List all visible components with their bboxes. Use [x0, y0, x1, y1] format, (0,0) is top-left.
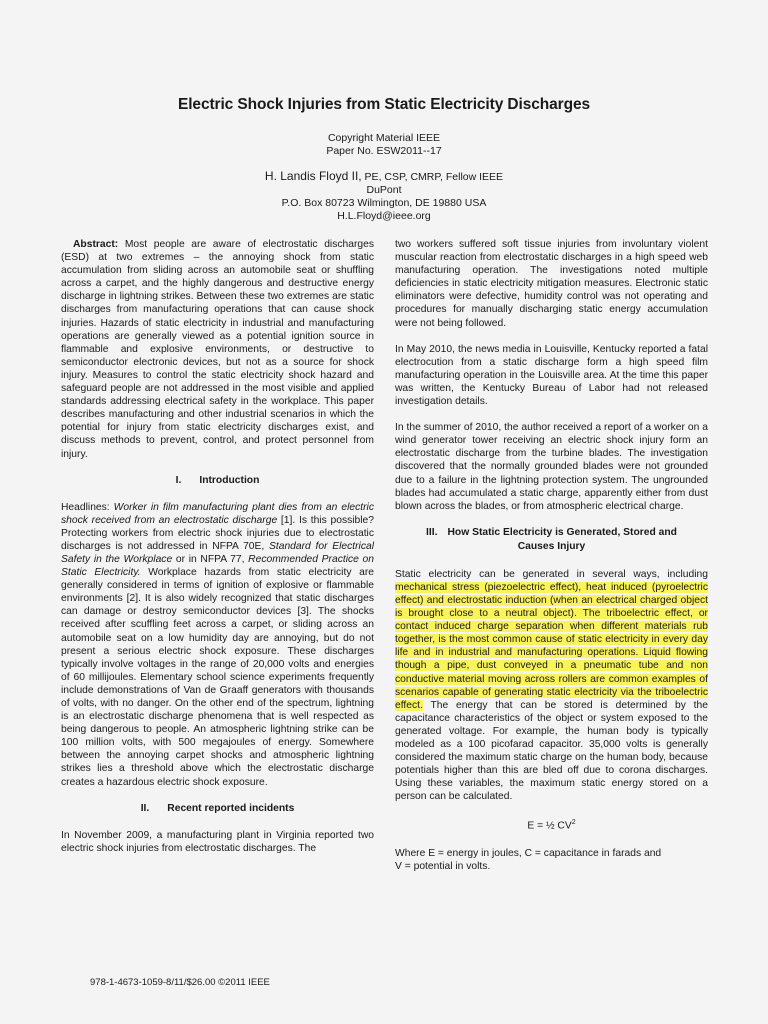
paper-title: Electric Shock Injuries from Static Electricity Discharges	[177, 96, 590, 113]
author-organization: DuPont	[366, 184, 402, 196]
equation-legend	[395, 847, 708, 873]
section-heading-incidents	[61, 802, 374, 816]
equation-legend-line-1: Where E = energy in joules, C = capacitance in farads and	[395, 847, 662, 859]
paper-number: Paper No. ESW2011--17	[326, 145, 442, 157]
intro-text: or in NFPA 77,	[172, 553, 249, 565]
section-title-line-2: Causes Injury	[517, 540, 586, 552]
equation-legend-line-2: V = potential in volts.	[395, 861, 491, 873]
author-line	[0, 169, 768, 184]
section-title-line-1: How Static Electricity is Generated, Stored and	[447, 526, 677, 538]
intro-text: [1]. Is this possible? Protecting workers from electric shock injuries due to electrostatic discharges is not addressed in NFPA 70E,	[61, 514, 374, 552]
section-title: Recent reported incidents	[167, 802, 295, 814]
page-footer: 978-1-4673-1059-8/11/$26.00 ©2011 IEEE	[90, 977, 270, 988]
generation-text: Static electricity can be generated in several ways, including	[395, 568, 708, 580]
incidents-paragraph-wind: In the summer of 2010, the author received a report of a worker on a wind generator tower receiving an electric shock injury form an electrostatic discharge from the turbine blades. The investigation discovered that the normally grounded blades were not grounded due to a failure in the lightning protection system. The ungrounded blades had accumulated a static charge, apparently either from dust blown across the blades, or from atmospheric electrical charge.	[395, 422, 708, 512]
abstract-paragraph	[61, 238, 374, 461]
equation-exponent: 2	[571, 819, 576, 827]
section-number: III.	[426, 526, 438, 538]
section-title: Introduction	[199, 474, 260, 486]
intro-text: Headlines:	[61, 501, 114, 513]
intro-headline: Worker in film manufacturing plant dies from an electric shock received from an electrostatic discharge	[61, 501, 374, 526]
section-number: II.	[140, 802, 150, 814]
incidents-paragraph-louisville: In May 2010, the news media in Louisville, Kentucky reported a fatal electrocution from a static discharge form a high speed film manufacturing operation in the Louisville area. At the time this paper was written, the Kentucky Bureau of Labor had not released investigation details.	[395, 343, 708, 408]
energy-equation	[395, 816, 708, 833]
abstract-text: Most people are aware of electrostatic discharges (ESD) at two extremes – the annoying shock from static accumulation from sliding across an automobile seat or shuffling across a carpet, and the highly dangerous and destructive energy discharge in lightning strikes. Between these two extremes are static discharges from manufacturing operations that can cause shock injuries. Hazards of static electricity in industrial and manufacturing operations are generally viewed as a potential ignition source in flammable and explosive environments, or destructive to semiconductor electronic devices, but not as a source for shock injury. Measures to control the static electricity shock hazard and safeguard people are not addressed in the most visible and applied standards addressing electrical safety in the workplace. This paper describes manufacturing and other industrial scenarios in which the potential for injury from static electricity discharges exist, and discuss methods to prevent, control, and protect personnel from injury.	[61, 239, 374, 460]
intro-paragraph	[61, 501, 374, 789]
intro-standard-title: Standard for Electrical Safety in the Workplace	[61, 540, 374, 565]
incidents-paragraph-continued: two workers suffered soft tissue injuries from involuntary violent muscular reaction from electrostatic discharges in a high speed web manufacturing operation. The investigations noted multiple deficiencies in static electricity mitigation measures. Electronic static eliminators were defective, humidity control was not operating and procedures for manually discharging static energy accumulation were not being followed.	[395, 239, 708, 329]
author-email[interactable]: H.L.Floyd@ieee.org	[337, 210, 431, 222]
generation-text: The energy that can be stored is determined by the capacitance characteristics of the object or system exposed to the generated voltage. For example, the human body is typically modeled as a 100 picofarad capacitor. 35,000 volts is generally considered the maximum static charge on the human body, because potentials higher than this are bled off due to corona discharges. Using these variables, the maximum static energy stored on a person can be calculated.	[395, 699, 708, 803]
equation-text: E = ½ CV	[527, 820, 572, 832]
intro-text: Workplace hazards from static electricity are generally considered in terms of ignition of explosive or flammable environments [2]. It is also widely recognized that static discharges can damage or destroy semiconductor devices [3]. The shocks received after scuffling feet across a carpet, or sliding across an automobile seat on a low humidity day are annoying, but do not present a serious electric shock exposure. These discharges typically involve voltages in the range of 20,000 volts and energies of 60 millijoules. Elementary school science experiments frequently include demonstrations of Van de Graaff generators with thousands of volts, with no danger. On the other end of the spectrum, lightning is an electrostatic discharge phenomena that is well respected as being dangerous to people. An atmospheric lightning strike can be 100 million volts, with 500 megajoules of energy. Somewhere between the annoying carpet shocks and atmospheric lightning strikes lies a threshold above which the electrostatic discharge creates a hazardous electric shock exposure.	[61, 567, 375, 788]
section-heading-generation	[395, 526, 708, 554]
generation-paragraph	[395, 568, 708, 804]
author-credentials: PE, CSP, CMRP, Fellow IEEE	[361, 171, 504, 183]
paper-header	[0, 96, 768, 223]
highlighted-text: mechanical stress (piezoelectric effect), heat induced (pyroelectric effect) and electrostatic induction (when an electrical charged object is brought close to a neutral object). The triboelectric effect, or contact induced charge separation when different materials rub together, is the most common cause of static electricity in every day life and in industrial and manufacturing operations. Liquid flowing though a pipe, dust conveyed in a pneumatic tube and non conductive material moving across rollers are common examples of scenarios capable of generating static electricity via the triboelectric effect.	[395, 581, 708, 711]
copyright-line: Copyright Material IEEE	[327, 132, 441, 144]
section-number: I.	[175, 474, 182, 486]
section-heading-introduction	[61, 474, 374, 488]
author-name: H. Landis Floyd II,	[264, 169, 362, 183]
abstract-label: Abstract:	[73, 239, 119, 250]
left-column	[61, 238, 374, 868]
intro-standard-title: Recommended Practice on Static Electricity.	[61, 553, 374, 579]
author-address: P.O. Box 80723 Wilmington, DE 19880 USA	[281, 197, 487, 209]
incidents-paragraph-start: In November 2009, a manufacturing plant in Virginia reported two electric shock injuries from electrostatic discharges. The	[61, 829, 374, 854]
right-column	[395, 238, 708, 873]
